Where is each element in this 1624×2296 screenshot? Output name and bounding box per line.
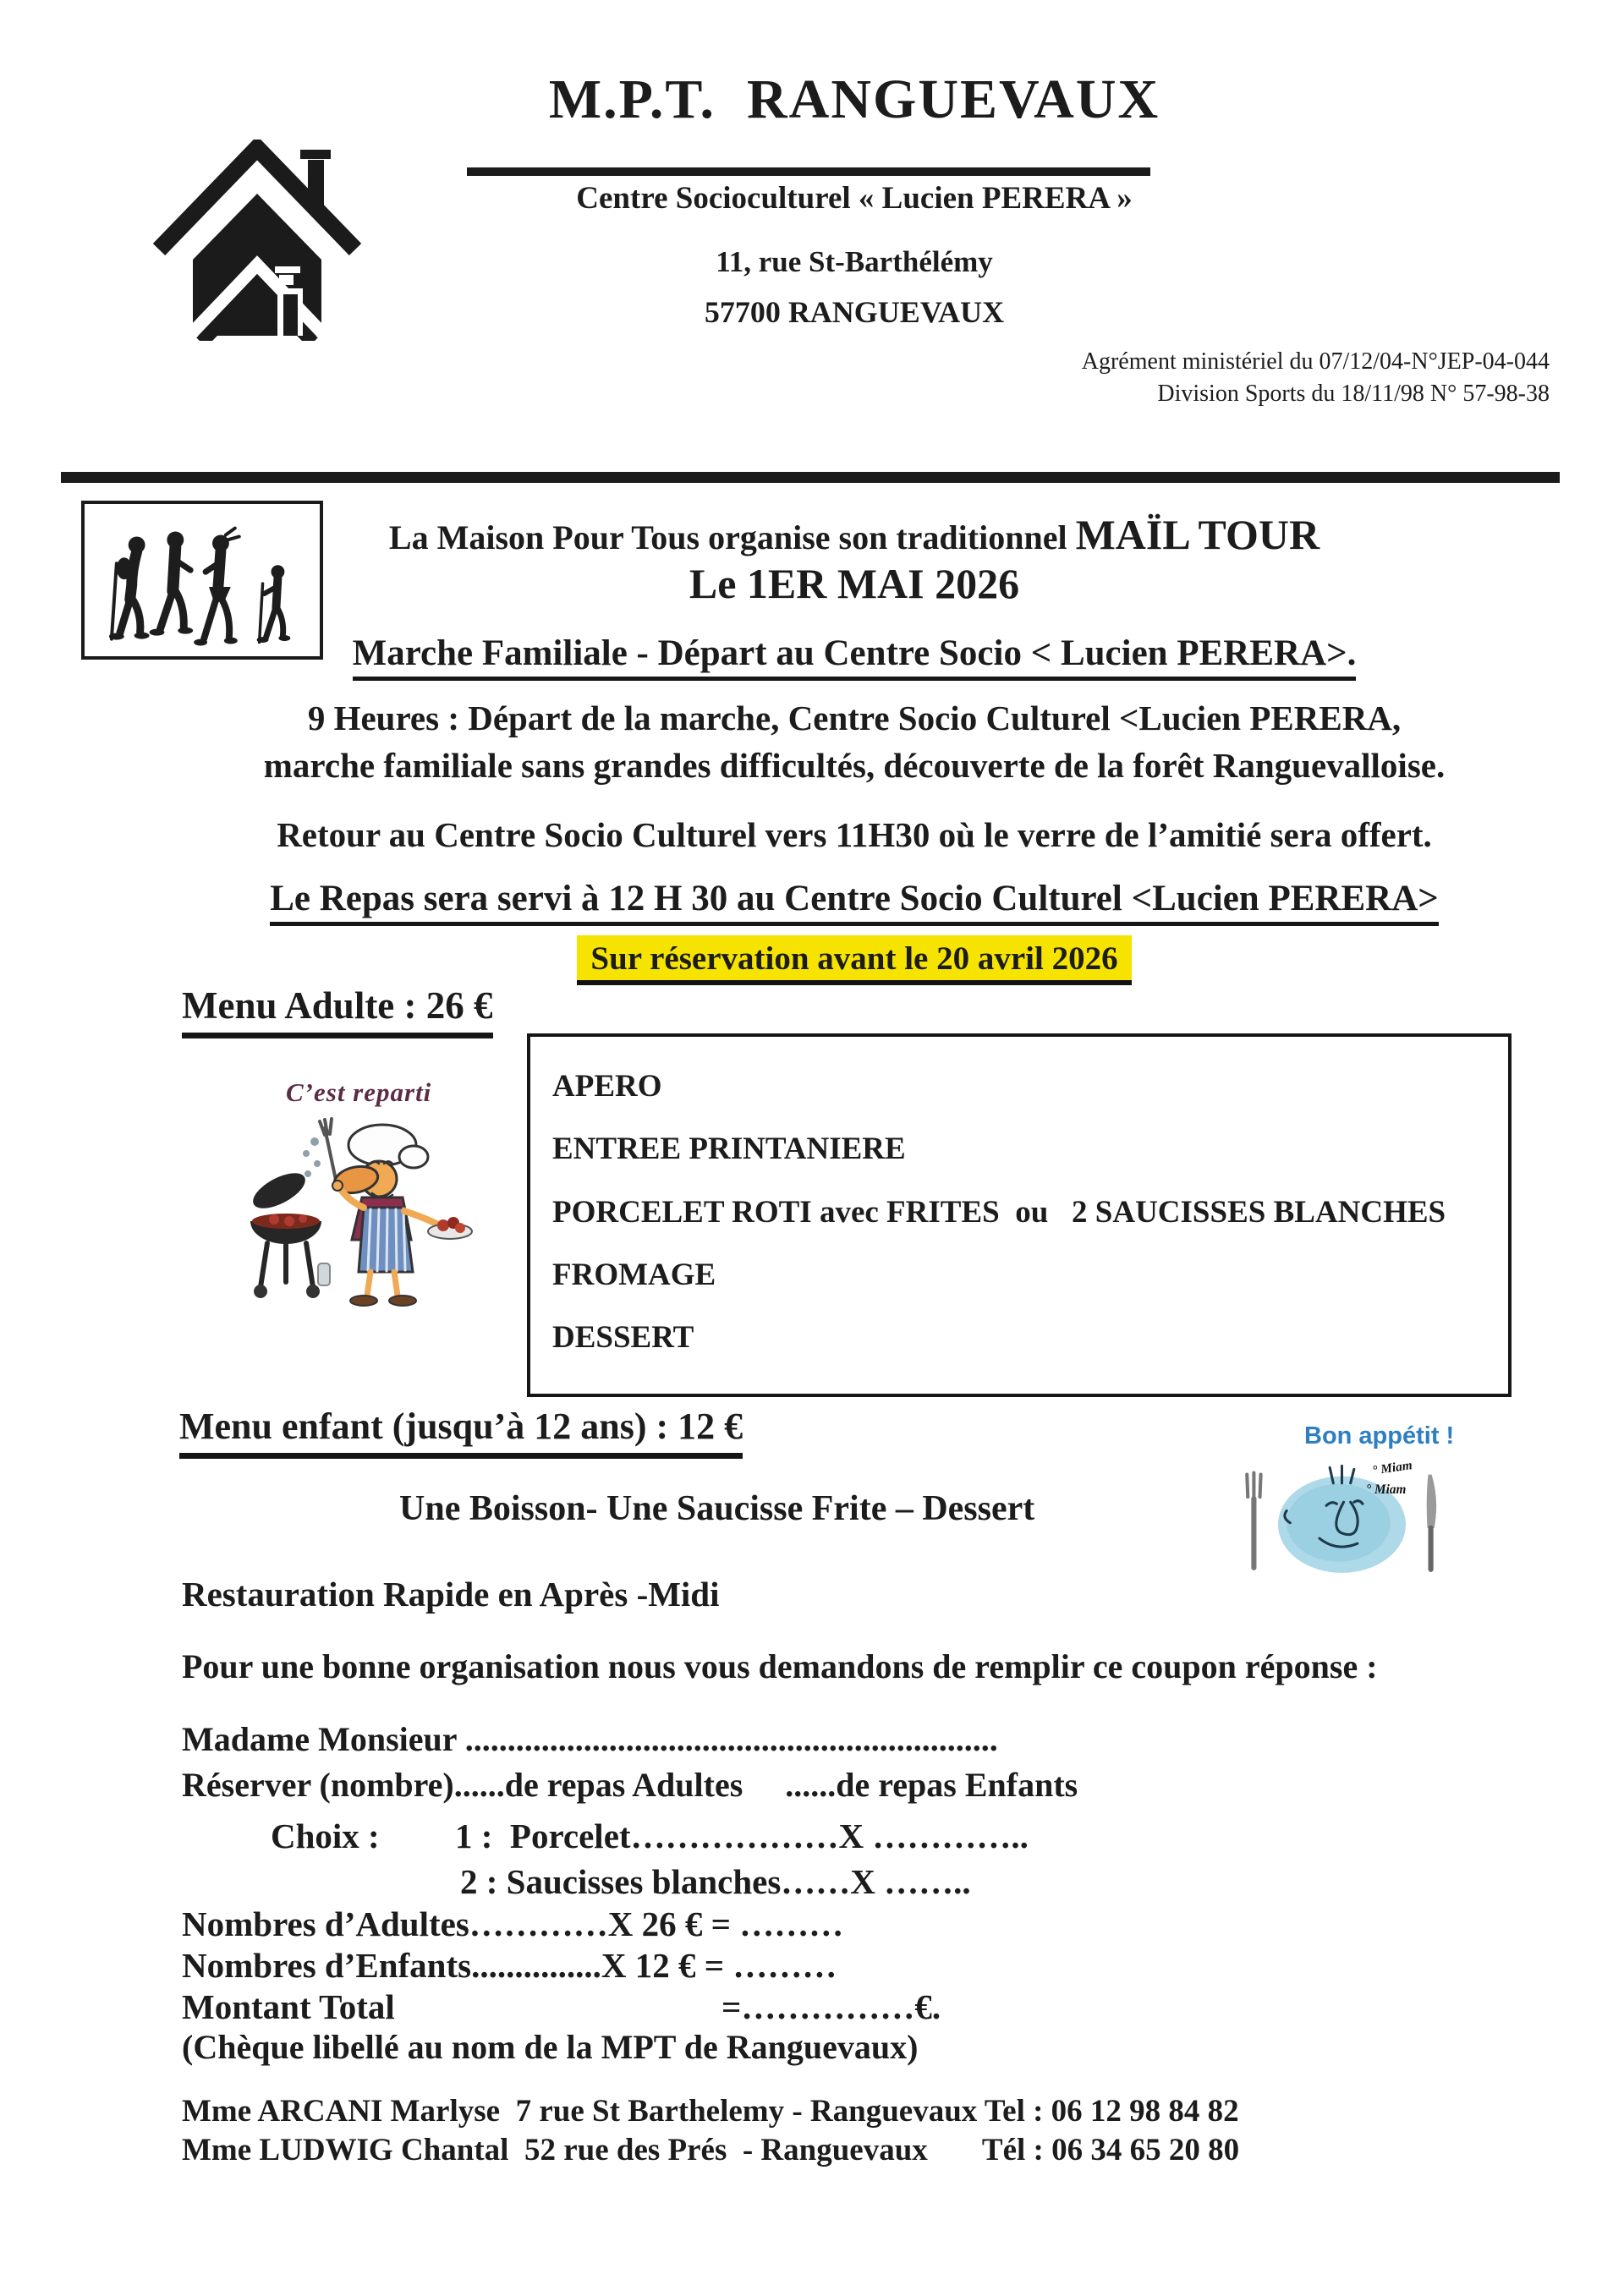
children-count-line: Nombres d’Enfants...............X 12 € = ……… — [182, 1946, 837, 1985]
meal-info-text: Le Repas sera servi à 12 H 30 au Centre Socio Culturel <Lucien PERERA> — [270, 878, 1439, 926]
child-menu-detail: Une Boisson- Une Saucisse Frite – Dessert — [399, 1489, 1035, 1528]
walk-title — [152, 633, 1556, 681]
adult-menu-title — [182, 984, 493, 1038]
menu-item-dessert: DESSERT — [552, 1320, 694, 1356]
afternoon-info: Restauration Rapide en Après -Midi — [182, 1575, 720, 1614]
return-info: Retour au Centre Socio Culturel vers 11H30 où le verre de l’amitié sera offert. — [277, 815, 1432, 854]
section-divider — [61, 472, 1560, 483]
org-title: M.P.T. RANGUEVAUX — [548, 68, 1160, 130]
child-menu-title-text: Menu enfant (jusqu’à 12 ans) : 12 € — [179, 1406, 743, 1459]
chef-clipart — [237, 1076, 491, 1329]
ministerial-approval: Agrément ministériel du 07/12/04-N°JEP-04-044 — [1081, 348, 1550, 375]
event-intro-prefix: La Maison Pour Tous organise son traditionnel — [388, 518, 1076, 556]
choice-option-2: 2 : Saucisses blanches……X …….. — [460, 1862, 971, 1901]
miam-doodle-1: ° Miam — [1371, 1458, 1413, 1478]
chef-caption: C’est reparti — [286, 1077, 432, 1107]
miam-doodle-2: ° Miam — [1366, 1482, 1407, 1498]
sports-approval: Division Sports du 18/11/98 N° 57-98-38 — [1157, 381, 1550, 407]
event-date: Le 1ER MAI 2026 — [689, 560, 1020, 607]
menu-item-plat: PORCELET ROTI avec FRITES ou 2 SAUCISSES BLANCHES — [552, 1194, 1446, 1230]
contact-line: Mme ARCANI Marlyse 7 rue St Barthelemy - Ranguevaux Tel : 06 12 98 84 82 — [182, 2094, 1239, 2129]
org-subtitle: Centre Socioculturel « Lucien PERERA » — [576, 181, 1133, 216]
walk-detail-1: 9 Heures : Départ de la marche, Centre Socio Culturel <Lucien PERERA, — [307, 699, 1402, 737]
plate-fork-knife-clipart — [1237, 1448, 1448, 1579]
adult-menu-box — [527, 1033, 1512, 1397]
child-menu-title — [179, 1406, 743, 1459]
total-value: =……………€. — [721, 1987, 941, 2026]
reservation-highlight: Sur réservation avant le 20 avril 2026 — [577, 935, 1131, 985]
coupon-reserve-line: Réserver (nombre)......de repas Adultes ......de repas Enfants — [182, 1766, 1078, 1804]
choice-label: Choix : — [271, 1817, 380, 1855]
walk-title-text: Marche Familiale - Départ au Centre Socio < Lucien PERERA>. — [353, 633, 1357, 681]
event-intro-highlight: MAÏL TOUR — [1075, 511, 1320, 558]
knife-icon — [1427, 1475, 1436, 1570]
reservation-row — [152, 935, 1556, 985]
title-underline — [467, 167, 1150, 176]
fork-icon — [1247, 1473, 1260, 1568]
bon-appetit-caption: Bon appétit ! — [1304, 1422, 1455, 1449]
chef-barbecue-icon — [237, 1113, 482, 1316]
adult-menu-title-text: Menu Adulte : 26 € — [182, 984, 493, 1038]
coupon-intro: Pour une bonne organisation nous vous demandons de remplir ce coupon réponse : — [182, 1647, 1378, 1685]
meal-info — [152, 878, 1556, 926]
coupon-name-line: Madame Monsieur ............................................................... — [182, 1720, 998, 1758]
choice-option-1: 1 : Porcelet………………X ………….. — [455, 1817, 1029, 1855]
org-address-line1: 11, rue St-Barthélémy — [716, 245, 993, 278]
walk-detail-2: marche familiale sans grandes difficultés, découverte de la forêt Ranguevalloise. — [263, 746, 1446, 785]
contact-line: Mme LUDWIG Chantal 52 rue des Prés - Ranguevaux Tél : 06 34 65 20 80 — [182, 2133, 1240, 2167]
org-address-line2: 57700 RANGUEVAUX — [704, 295, 1005, 329]
cheque-note: (Chèque libellé au nom de la MPT de Ranguevaux) — [182, 2028, 919, 2066]
total-label: Montant Total — [182, 1987, 395, 2026]
adults-count-line: Nombres d’Adultes…………X 26 € = ……… — [182, 1904, 844, 1943]
menu-item-apero: APERO — [552, 1069, 662, 1104]
menu-item-entree: ENTREE PRINTANIERE — [552, 1132, 906, 1167]
event-intro — [152, 511, 1556, 560]
menu-item-fromage: FROMAGE — [552, 1258, 716, 1293]
